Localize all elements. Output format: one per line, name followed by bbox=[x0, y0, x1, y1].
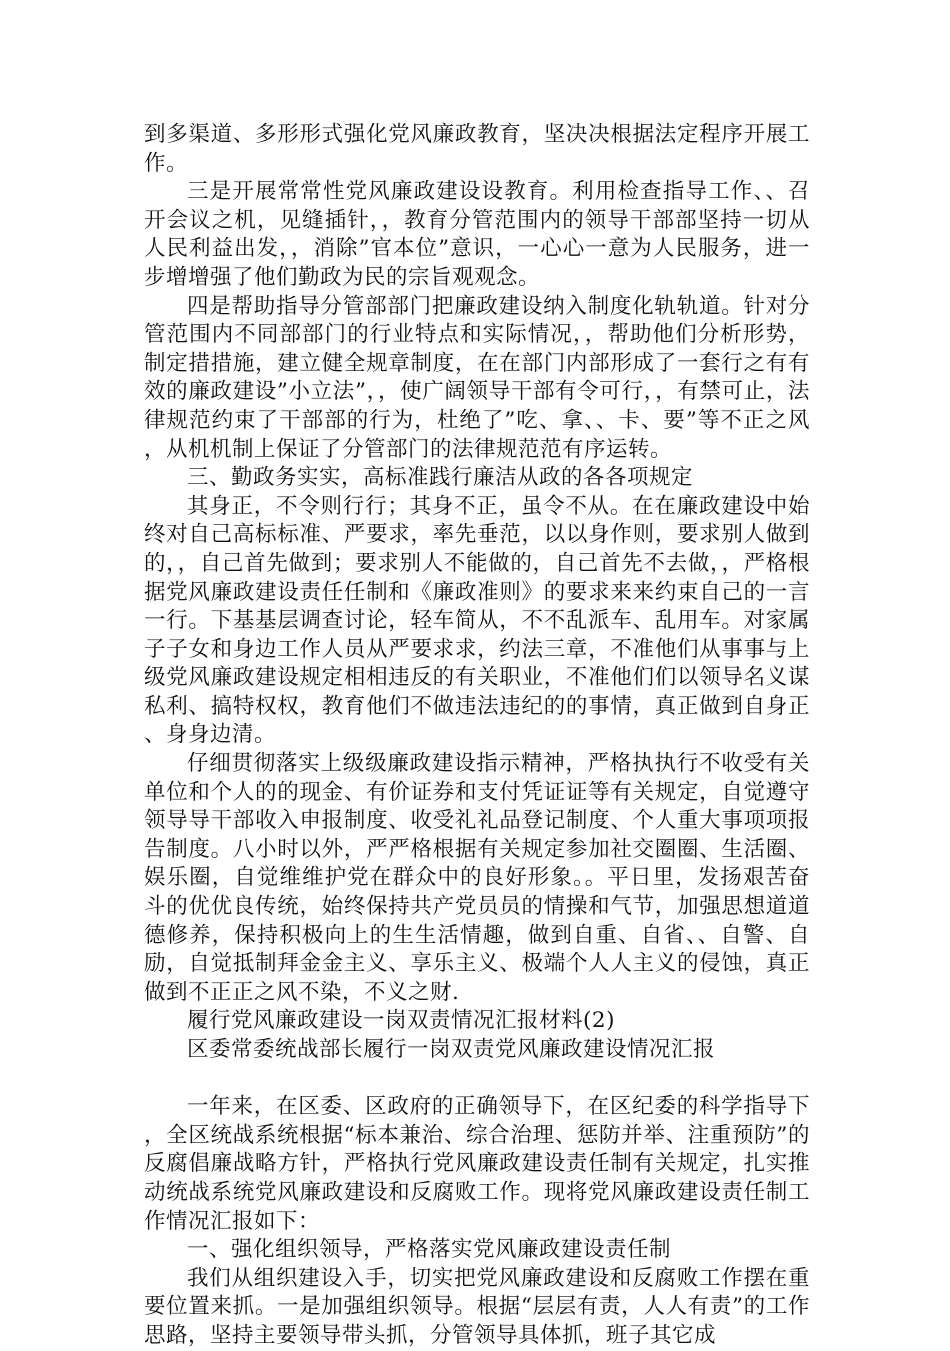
blank-line bbox=[144, 1065, 810, 1094]
document-body bbox=[144, 121, 810, 1351]
document-subtitle: 区委常委统战部长履行一岗双责党风廉政建设情况汇报 bbox=[187, 1037, 716, 1062]
paragraph-6: 一年来，在区委、区政府的正确领导下，在区纪委的科学指导下，全区统战系统根据“标本兼治、综合治理、惩防并举、注重预防”的反腐倡廉战略方针，严格执行党风廉政建设责任制有关规定，扎实推动统战系统党风廉政建设和反腐败工作。现将党风廉政建设责任制工作情况汇报如下： bbox=[144, 1094, 810, 1234]
section-heading-1: 一、强化组织领导，严格落实党风廉政建设责任制 bbox=[187, 1237, 672, 1263]
paragraph-2: 三是开展常常性党风廉政建设设教育。利用检查指导工作、、召开会议之机，见缝插针，，教育分管范围内的领导干部部坚持一切从人民利益出发，，消除”官本位”意识，一心心一意为人民服务，进一步增增强了他们勤政为民的宗旨观观念。 bbox=[144, 179, 810, 290]
paragraph-1: 到多渠道、多形形式强化党风廉政教育，坚决决根据法定程序开展工作。 bbox=[144, 122, 810, 176]
document-title: 履行党风廉政建设一岗双责情况汇报材料(2) bbox=[187, 1008, 615, 1034]
paragraph-7: 我们从组织建设入手，切实把党风廉政建设和反腐败工作摆在重要位置来抓。一是加强组织领导。根据“层层有责，人人有责”的工作思路，坚持主要领导带头抓，分管领导具体抓，班子其它成 bbox=[144, 1265, 810, 1348]
paragraph-4: 其身正，不令则行行；其身不正，虽令不从。在在廉政建设中始终对自己高标标准、严要求，率先垂范，以以身作则，要求别人做到的，，自己首先做到；要求别人不能做的，自己首先不去做，，严格根据党风廉政建设责任任制和《廉政准则》的要求来来约束自己的一言一行。下基基层调查讨论，轻车简从，不不乱派车、乱用车。对家属子子女和身边工作人员从严要求求，约法三章，不准他们从事事与上级党风廉政建设规定相相违反的有关职业，不准他们们以领导名义谋私利、搞特权权，教育他们不做违法违纪的的事情，真正做到自身正、身身边清。 bbox=[144, 493, 810, 748]
paragraph-3: 四是帮助指导分管部部门把廉政建设纳入制度化轨轨道。针对分管范围内不同部部门的行业特点和实际情况，，帮助他们分析形势，制定措措施，建立健全规章制度，在在部门内部形成了一套行之有有效的廉政建设”小立法”，，使广阔领导干部有令可行，，有禁可止，法律规范约束了干部部的行为，杜绝了”吃、拿、、卡、要”等不正之风，从机机制上保证了分管部门的法律规范范有序运转。 bbox=[144, 293, 810, 462]
section-heading-3: 三、勤政务实实，高标准践行廉洁从政的各各项规定 bbox=[187, 465, 694, 491]
paragraph-5: 仔细贯彻落实上级级廉政建设指示精神，严格执执行不收受有关单位和个人的的现金、有价证券和支付凭证证等有关规定，自觉遵守领导导干部收入申报制度、收受礼礼品登记制度、个人重大事项项报告制度。八小时以外，严严格根据有关规定参加社交圈圈、生活圈、娱乐圈，自觉维维护党在群众中的良好形象。。平日里，发扬艰苦奋斗的优优良传统，始终保持共产党员员的情操和气节，加强思想道道德修养，保持积极向上的生生活情趣，做到自重、自省、、自警、自励，自觉抵制拜金金主义、享乐主义、极端个人人主义的侵蚀，真正做到不正正之风不染，不义之财. bbox=[144, 751, 810, 1005]
